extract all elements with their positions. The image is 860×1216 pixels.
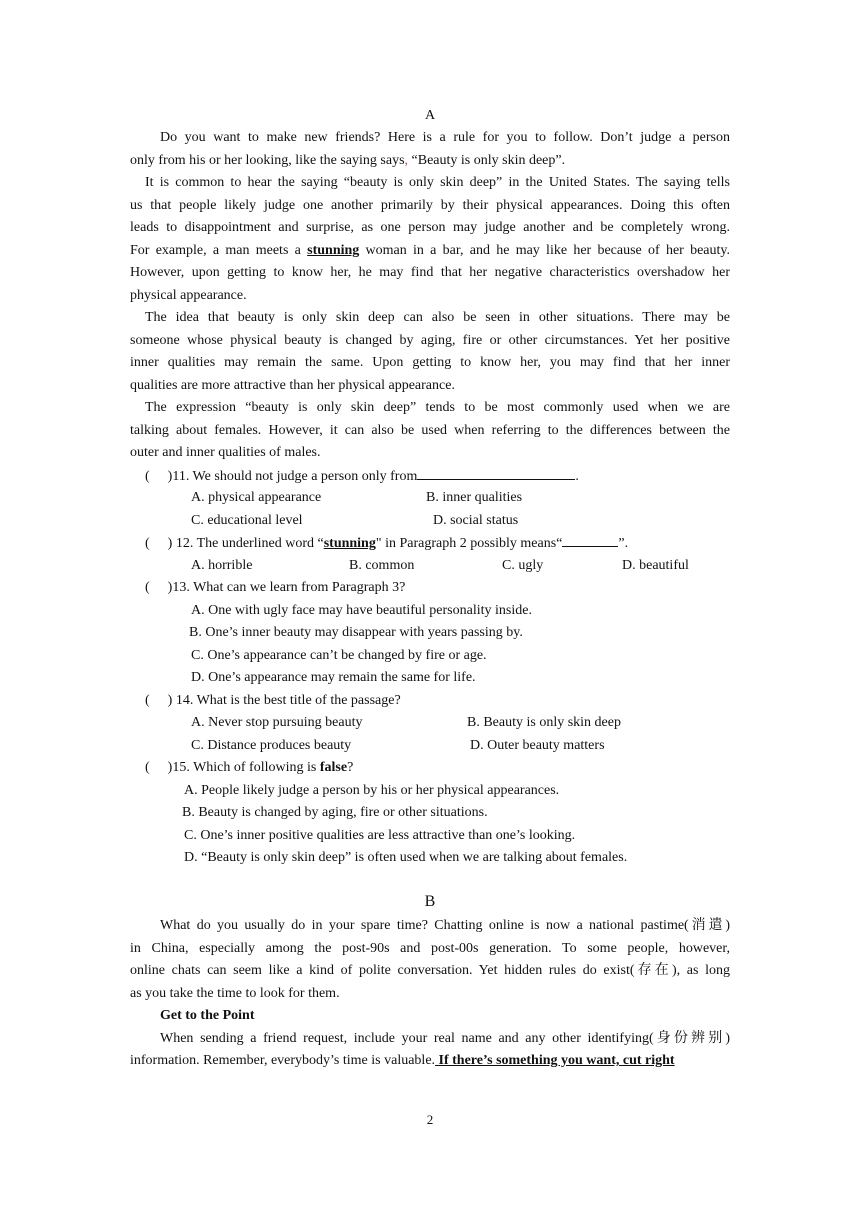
question-13: ( )13. What can we learn from Paragraph 3? [145, 580, 406, 595]
page-number: 2 [426, 1112, 434, 1127]
question-14: ( ) 14. What is the best title of the passage? [145, 693, 401, 708]
paragraph-line: qualities are more attractive than her physical appearance. [130, 378, 455, 393]
option: D. “Beauty is only skin deep” is often used when we are talking about females. [184, 850, 628, 865]
fill-blank[interactable] [417, 467, 575, 480]
paragraph-line: Do you want to make new friends? Here is a rule for you to follow. Don’t judge a person [160, 130, 730, 145]
underlined-word-stunning: stunning [307, 243, 360, 258]
option: B. Beauty is changed by aging, fire or other situations. [182, 805, 488, 820]
paragraph-line: as you take the time to look for them. [130, 986, 340, 1001]
answer-paren: ( [145, 580, 150, 595]
paragraph-line: The idea that beauty is only skin deep can also be seen in other situations. There may be [145, 310, 730, 325]
option: A. People likely judge a person by his or her physical appearances. [184, 783, 560, 798]
answer-paren: ( [145, 536, 150, 551]
question-12: ( ) 12. The underlined word “stunning" in Paragraph 2 possibly means“ ”. [145, 536, 629, 551]
paragraph-line: The expression “beauty is only skin deep” tends to be most commonly used when we are [145, 400, 730, 415]
option: B. One’s inner beauty may disappear with years passing by. [189, 625, 523, 640]
paragraph-line: information. Remember, everybody’s time is valuable. If there’s something you want, cut right [130, 1053, 675, 1068]
paragraph-line: someone whose physical beauty is changed by aging, fire or other circumstances. Yet her positive [130, 333, 730, 348]
answer-paren: ( [145, 760, 150, 775]
option: C. One’s appearance can’t be changed by fire or age. [191, 648, 487, 663]
underlined-sentence: If there’s something you want, cut right [435, 1053, 675, 1068]
paragraph-line: What do you usually do in your spare time? Chatting online is now a national pastime(消遣) [160, 918, 730, 933]
option: A. Never stop pursuing beauty [191, 715, 363, 730]
option: C. ugly [502, 558, 544, 573]
paragraph-line: It is common to hear the saying “beauty is only skin deep” in the United States. The saying tells [145, 175, 730, 190]
option: A. physical appearance [191, 490, 322, 505]
paragraph-line: in China, especially among the post-90s and post-00s generation. To some people, however, [130, 941, 730, 956]
paragraph-line: us that people likely judge one another primarily by their physical appearances. Doing this often [130, 198, 730, 213]
paragraph-line: However, upon getting to know her, he may find that her negative characteristics overshadow her [130, 265, 730, 280]
option: A. One with ugly face may have beautiful personality inside. [191, 603, 532, 618]
option: D. beautiful [622, 558, 689, 573]
paragraph-line: For example, a man meets a stunning woman in a bar, and he may like her because of her beauty. [130, 243, 730, 258]
option: D. social status [433, 513, 519, 528]
subheading: Get to the Point [160, 1008, 255, 1023]
option: A. horrible [191, 558, 253, 573]
option: B. inner qualities [426, 490, 523, 505]
option: C. educational level [191, 513, 303, 528]
paragraph-line: inner qualities may remain the same. Upon getting to know her, you may find that her inner [130, 355, 730, 370]
fill-blank[interactable] [562, 534, 618, 547]
option: C. Distance produces beauty [191, 738, 352, 753]
paragraph-line: When sending a friend request, include your real name and any other identifying(身份辨别) [160, 1031, 730, 1046]
section-b-heading: B [424, 893, 436, 910]
answer-paren: ( [145, 469, 150, 484]
paragraph-line: physical appearance. [130, 288, 247, 303]
option: C. One’s inner positive qualities are less attractive than one’s looking. [184, 828, 576, 843]
paragraph-line: outer and inner qualities of males. [130, 445, 321, 460]
option: B. common [349, 558, 415, 573]
question-15: ( )15. Which of following is false? [145, 760, 354, 775]
paragraph-line: talking about females. However, it can also be used when referring to the differences between the [130, 423, 730, 438]
question-11: ( )11. We should not judge a person only from . [145, 469, 579, 484]
option: D. One’s appearance may remain the same for life. [191, 670, 476, 685]
answer-paren: ( [145, 693, 150, 708]
section-a-heading: A [424, 108, 436, 123]
option: D. Outer beauty matters [470, 738, 605, 753]
paragraph-line: leads to disappointment and surprise, as one person may judge another and be completely wrong. [130, 220, 730, 235]
paragraph-line: only from his or her looking, like the saying says, “Beauty is only skin deep”. [130, 153, 566, 168]
paragraph-line: online chats can seem like a kind of polite conversation. Yet hidden rules do exist(存在), as long [130, 963, 730, 978]
option: B. Beauty is only skin deep [467, 715, 621, 730]
